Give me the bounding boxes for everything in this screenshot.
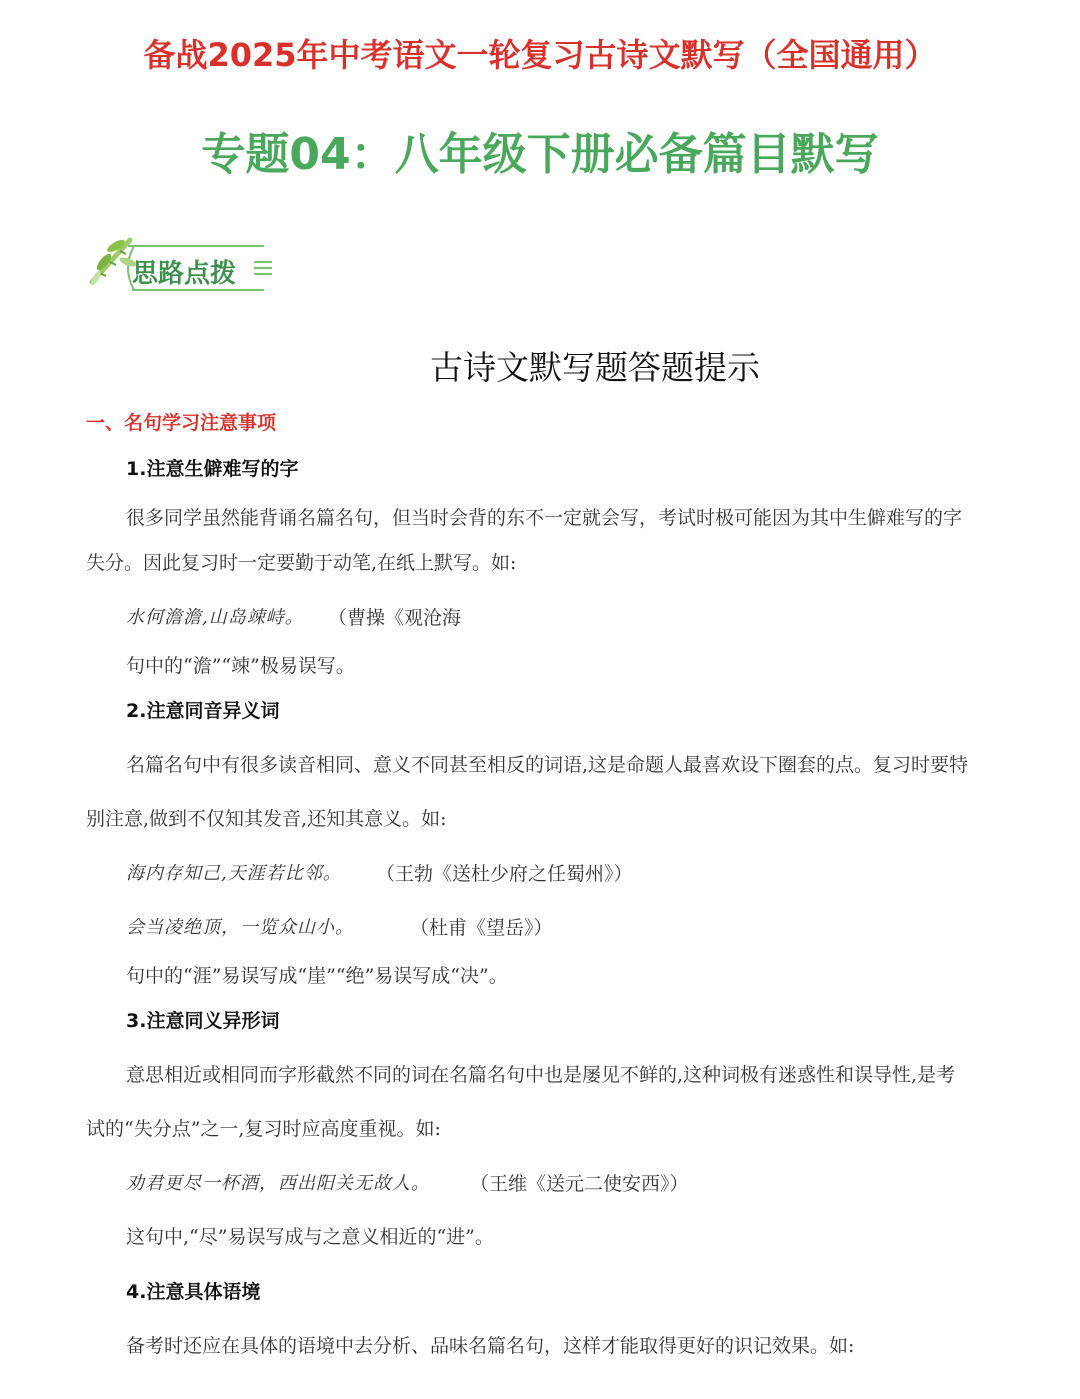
item-3-example-poem: 劝君更尽一杯酒，西出阳关无故人。 xyxy=(126,1173,430,1194)
item-2-note: 句中的“涯”易误写成“崖”“绝”易误写成“决”。 xyxy=(126,965,508,987)
item-2-example1-source: （王勃《送杜少府之任蜀州》） xyxy=(376,863,633,885)
item-2-example2-poem: 会当凌绝顶，一览众山小。 xyxy=(126,917,354,938)
item-3-para-line2: 试的“失分点”之一,复习时应高度重视。如: xyxy=(86,1118,441,1140)
item-3-para-line1: 意思相近或相同而字形截然不同的词在名篇名句中也是屡见不鲜的,这种词极有迷惑性和误导性,是考 xyxy=(126,1064,956,1086)
item-2-example2-source: （杜甫《望岳》） xyxy=(410,917,553,939)
item-1-heading: 1.注意生僻难写的字 xyxy=(126,458,299,480)
hint-title: 古诗文默写题答题提示 xyxy=(430,348,760,387)
item-2-heading: 2.注意同音异义词 xyxy=(126,700,280,722)
item-1-example-poem: 水何澹澹,山岛竦峙。 xyxy=(126,607,304,628)
item-1-para-line2: 失分。因此复习时一定要勤于动笔,在纸上默写。如: xyxy=(86,552,517,574)
item-2-example1-poem: 海内存知己,天涯若比邻。 xyxy=(126,863,342,884)
item-4-para-line1: 备考时还应在具体的语境中去分析、品味名篇名句，这样才能取得更好的识记效果。如: xyxy=(126,1335,855,1357)
item-3-heading: 3.注意同义异形词 xyxy=(126,1010,280,1032)
item-3-note: 这句中,“尽”易误写成与之意义相近的“进”。 xyxy=(126,1226,494,1248)
item-1-note: 句中的“澹”“竦”极易误写。 xyxy=(126,655,355,677)
item-3-example-source: （王维《送元二使安西》） xyxy=(470,1173,689,1195)
item-4-heading: 4.注意具体语境 xyxy=(126,1281,261,1303)
document-title: 备战2025年中考语文一轮复习古诗文默写（全国通用） xyxy=(143,36,937,74)
section-heading: 一、名句学习注意事项 xyxy=(86,412,277,434)
item-2-para-line1: 名篇名句中有很多读音相同、意义不同甚至相反的词语,这是命题人最喜欢设下圈套的点。复习时要特 xyxy=(126,754,969,776)
item-1-example-source: （曹操《观沧海 xyxy=(328,607,462,629)
badge-label: 思路点拨 xyxy=(132,259,237,289)
item-1-para-line1: 很多同学虽然能背诵名篇名句，但当时会背的东不一定就会写，考试时极可能因为其中生僻难写的字 xyxy=(126,507,963,529)
item-2-para-line2: 别注意,做到不仅知其发音,还知其意义。如: xyxy=(86,808,447,830)
document-subtitle: 专题04：八年级下册必备篇目默写 xyxy=(201,129,879,180)
